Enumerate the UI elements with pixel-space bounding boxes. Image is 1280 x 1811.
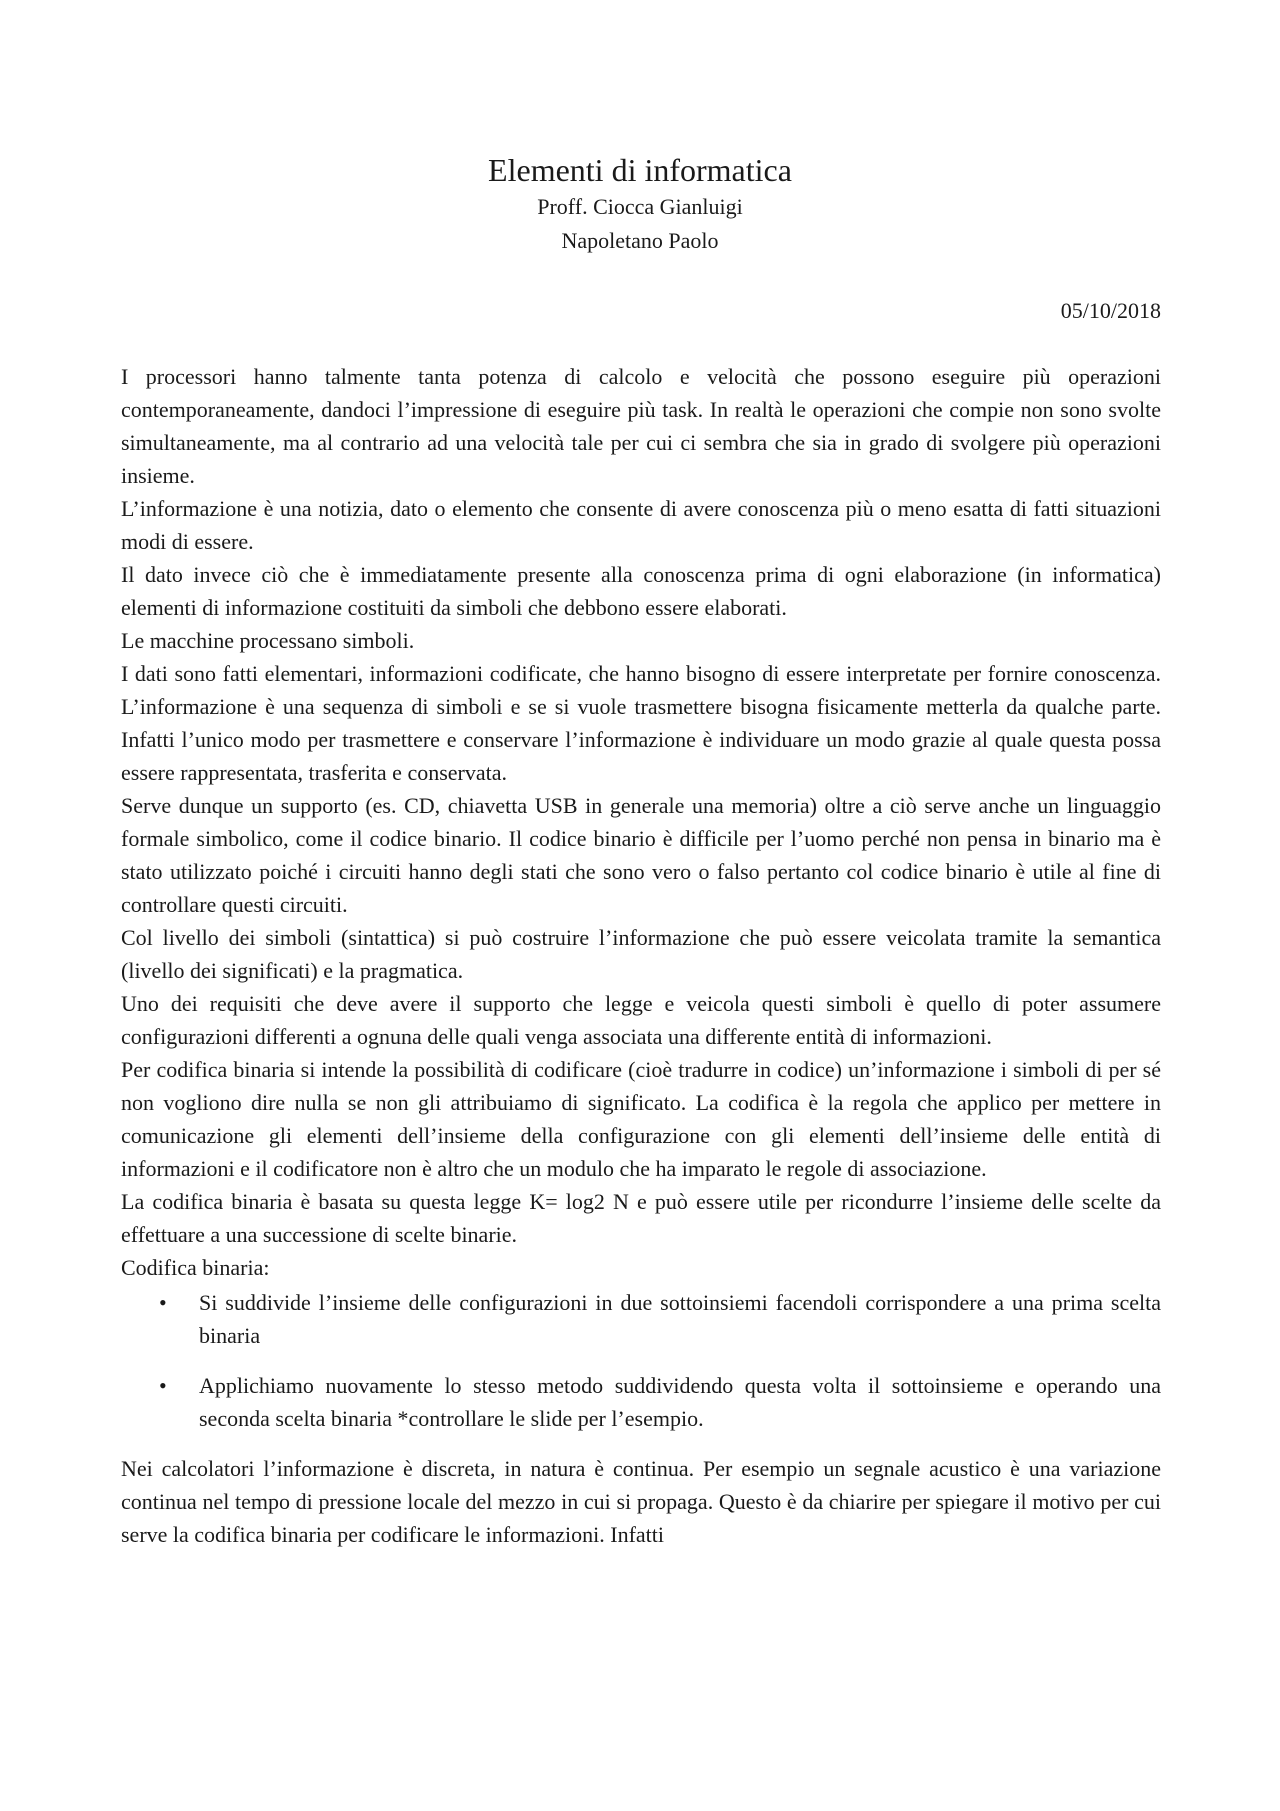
document-title: Elementi di informatica — [488, 152, 792, 188]
paragraph: Uno dei requisiti che deve avere il supporto che legge e veicola questi simboli è quello di poter assumere configurazioni differenti a ognuna delle quali venga associata una differente entità di informazioni. — [121, 991, 1161, 1049]
paragraph: Col livello dei simboli (sintattica) si può costruire l’informazione che può essere veicolata tramite la semantica (livello dei significati) e la pragmatica. — [121, 925, 1161, 983]
list-item-text: Applichiamo nuovamente lo stesso metodo suddividendo questa volta il sottoinsieme e operando una seconda scelta binaria *controllare le slide per l’esempio. — [199, 1373, 1161, 1431]
document-body — [121, 360, 1161, 1551]
list-heading: Codifica binaria: — [121, 1255, 270, 1280]
paragraph: Le macchine processano simboli. — [121, 628, 415, 653]
list-item — [121, 1369, 1161, 1435]
document-header — [0, 150, 1280, 258]
author-line: Proff. Ciocca Gianluigi — [537, 194, 743, 219]
bullet-icon: • — [159, 1290, 167, 1315]
list-item-text: Si suddivide l’insieme delle configurazioni in due sottoinsiemi facendoli corrispondere a una prima scelta binaria — [199, 1290, 1161, 1348]
author-line: Napoletano Paolo — [561, 228, 719, 253]
list-item — [121, 1286, 1161, 1352]
document-date: 05/10/2018 — [1060, 298, 1161, 323]
paragraph: Il dato invece ciò che è immediatamente presente alla conoscenza prima di ogni elaborazione (in informatica) elementi di informazione costituiti da simboli che debbono essere elaborati. — [121, 562, 1161, 620]
paragraph: Nei calcolatori l’informazione è discreta, in natura è continua. Per esempio un segnale acustico è una variazione continua nel tempo di pressione locale del mezzo in cui si propaga. Questo è da chiarire per spiegare il motivo per cui serve la codifica binaria per codificare le informazioni. Infatti — [121, 1456, 1161, 1547]
bullet-list — [121, 1286, 1161, 1435]
paragraph: I dati sono fatti elementari, informazioni codificate, che hanno bisogno di essere interpretate per fornire conoscenza. L’informazione è una sequenza di simboli e se si vuole trasmettere bisogna fisicamente metterla da qualche parte. Infatti l’unico modo per trasmettere e conservare l’informazione è individuare un modo grazie al quale questa possa essere rappresentata, trasferita e conservata. — [121, 661, 1161, 785]
paragraph: L’informazione è una notizia, dato o elemento che consente di avere conoscenza più o meno esatta di fatti situazioni modi di essere. — [121, 496, 1161, 554]
paragraph: Serve dunque un supporto (es. CD, chiavetta USB in generale una memoria) oltre a ciò serve anche un linguaggio formale simbolico, come il codice binario. Il codice binario è difficile per l’uomo perché non pensa in binario ma è stato utilizzato poiché i circuiti hanno degli stati che sono vero o falso pertanto col codice binario è utile al fine di controllare questi circuiti. — [121, 793, 1161, 917]
bullet-icon: • — [159, 1373, 167, 1398]
paragraph: I processori hanno talmente tanta potenza di calcolo e velocità che possono eseguire più operazioni contemporaneamente, dandoci l’impressione di eseguire più task. In realtà le operazioni che compie non sono svolte simultaneamente, ma al contrario ad una velocità tale per cui ci sembra che sia in grado di svolgere più operazioni insieme. — [121, 364, 1161, 488]
paragraph: La codifica binaria è basata su questa legge K= log2 N e può essere utile per ricondurre l’insieme delle scelte da effettuare a una successione di scelte binarie. — [121, 1189, 1161, 1247]
paragraph: Per codifica binaria si intende la possibilità di codificare (cioè tradurre in codice) un’informazione i simboli di per sé non vogliono dire nulla se non gli attribuiamo di significato. La codifica è la regola che applico per mettere in comunicazione gli elementi dell’insieme della configurazione con gli elementi dell’insieme delle entità di informazioni e il codificatore non è altro che un modulo che ha imparato le regole di associazione. — [121, 1057, 1161, 1181]
